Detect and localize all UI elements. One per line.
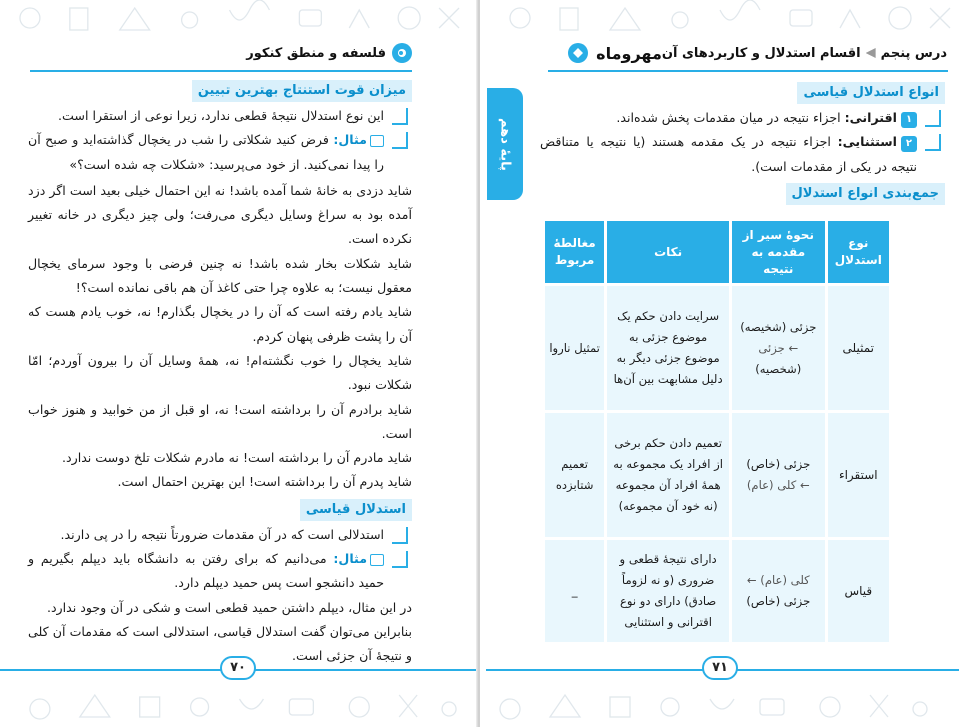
left-header-title: فلسفه و منطق کنکور	[246, 45, 386, 61]
example-block	[28, 128, 412, 177]
path-bottom: (شخصیه)	[755, 361, 802, 376]
path-cell	[732, 286, 825, 410]
table-row	[545, 413, 889, 537]
left-header	[246, 40, 412, 66]
example-label: مثال:	[333, 551, 367, 567]
path-mid: ← کلی (عام)	[746, 478, 810, 492]
page-number: ۷۱	[702, 656, 738, 680]
right-content	[540, 80, 945, 207]
page-number: ۷۰	[220, 656, 256, 680]
paragraph: شاید شکلات بخار شده باشد! نه چنین فرضی با وجود سرمای یخچال معقول نیست؛ به علاوه چرا حتی کاغذ آن هم باقی نمانده است؟!	[28, 255, 412, 296]
bullet-text: استدلالی است که در آن مقدمات ضرورتاً نتیجه را در پی دارند.	[28, 523, 412, 547]
example-icon	[370, 135, 384, 147]
item-number: ۲	[901, 136, 917, 152]
section-heading: میزان قوت استنتاج بهترین تبیین	[192, 80, 412, 102]
table-header-cell: نکات	[607, 221, 729, 283]
type-cell: تمثیلی	[828, 286, 889, 410]
doodle-pattern-bottom	[480, 685, 959, 727]
item-text: اجزاء نتیجه در یک مقدمه هستند (یا نتیجه یا متناقض نتیجه در یکی از مقدمات است).	[540, 134, 917, 174]
syllogism-type-item	[540, 106, 945, 130]
path-top: جزئی (خاص)	[746, 457, 811, 471]
paragraph: شاید یخچال را خوب نگشته‌ام! نه، همهٔ وسایل آن را بیرون آوردم؛ امّا شکلات نبود.	[28, 352, 412, 393]
left-content	[28, 78, 412, 669]
paragraph: بنابراین می‌توان گفت استدلال قیاسی، استدلالی است که مقدمات آن کلی و نتیجهٔ آن جزئی است.	[28, 623, 412, 664]
type-cell: قیاس	[828, 540, 889, 642]
bullet-text: این نوع استدلال نتیجهٔ قطعی ندارد، زیرا نوعی از استقرا است.	[28, 104, 412, 128]
path-mid: ← جزئی	[758, 340, 799, 355]
section-heading: جمع‌بندی انواع استدلال	[786, 183, 945, 205]
header-separator-icon	[866, 48, 876, 58]
table-header-cell: نحوهٔ سیر از مقدمه به نتیجه	[732, 221, 825, 283]
fallacy-cell: تعمیم شتابزده	[545, 413, 604, 537]
paragraph: شاید یادم رفته است که آن را در یخچال بگذارم! نه، خوب یادم هست که آن را پشت ظرفی پنهان کردم.	[28, 304, 412, 344]
example-block	[28, 547, 412, 596]
section-heading: انواع استدلال قیاسی	[797, 82, 945, 104]
example-text: فرض کنید شکلاتی را شب در یخچال گذاشته‌اید و صبح آن را پیدا نمی‌کنید. از خود می‌پرسید: «شکلات چه شده است؟»	[28, 132, 384, 172]
table-header-cell: نوع استدلال	[828, 221, 889, 283]
brand-logo-icon	[392, 43, 412, 63]
paragraph: شاید پدرم آن را برداشته است! این بهترین احتمال است.	[117, 474, 412, 490]
path-cell	[732, 413, 825, 537]
table-header-row	[545, 221, 889, 283]
table-header-cell: مغالطهٔ مربوط	[545, 221, 604, 283]
left-page	[0, 0, 479, 727]
paragraph: در این مثال، دیپلم داشتن حمید قطعی است و شکی در آن وجود ندارد.	[46, 599, 412, 615]
doodle-pattern-top	[480, 0, 959, 42]
brand-logo-icon	[568, 43, 588, 63]
summary-table	[542, 218, 892, 645]
left-header-rule	[30, 70, 412, 72]
header-lesson: درس پنجم	[880, 45, 947, 61]
paragraph: شاید برادرم آن را برداشته است! نه، او قبل از من خوابید و هنوز خواب است.	[28, 401, 412, 441]
path-mid: جزئی (خاص)	[746, 594, 811, 608]
header-title: اقسام استدلال و کاربردهای آن	[661, 45, 861, 61]
path-top: جزئی (شخیصه)	[740, 319, 817, 334]
fallacy-cell: _	[545, 540, 604, 642]
syllogism-type-item	[540, 130, 945, 179]
notes-cell: دارای نتیجهٔ قطعی و ضروری (و نه لزوماً صادق) دارای دو نوع اقترانی و استثنایی	[607, 540, 729, 642]
item-term: اقترانی:	[844, 110, 897, 125]
path-cell	[732, 540, 825, 642]
right-page	[480, 0, 959, 727]
table-row	[545, 286, 889, 410]
paragraph: شاید دزدی به خانهٔ شما آمده باشد! نه این احتمال خیلی بعید است اگر دزد آمده بود به سراغ وسایل دیگری می‌رفت؛ ولی چیز دیگری در خانه تغییر نکرده است.	[28, 182, 412, 247]
fallacy-cell: تمثیل ناروا	[545, 286, 604, 410]
right-header	[565, 40, 947, 66]
type-cell: استقراء	[828, 413, 889, 537]
doodle-pattern-bottom	[0, 685, 478, 727]
example-text: می‌دانیم که برای رفتن به دانشگاه باید دیپلم بگیریم و حمید دانشجو است پس حمید دیپلم دارد.	[28, 551, 384, 591]
example-icon	[370, 554, 384, 566]
grade-side-tab: پایهٔ دهم	[487, 88, 523, 200]
notes-cell: سرایت دادن حکم یک موضوع جزئی به موضوع جزئی دیگر به دلیل مشابهت بین آن‌ها	[607, 286, 729, 410]
table-row	[545, 540, 889, 642]
example-label: مثال:	[333, 132, 367, 148]
brand-name: مهروماه	[596, 43, 662, 63]
item-term: استثنایی:	[837, 134, 897, 150]
paragraph: شاید مادرم آن را برداشته است! نه مادرم شکلات تلخ دوست ندارد.	[62, 450, 412, 466]
section-heading: استدلال قیاسی	[300, 499, 412, 521]
right-header-rule	[548, 70, 948, 72]
doodle-pattern-top	[0, 0, 478, 42]
item-number: ۱	[901, 112, 917, 128]
item-text: اجزاء نتیجه در میان مقدمات پخش شده‌اند.	[616, 110, 841, 125]
path-top: کلی (عام) ←	[746, 573, 810, 587]
notes-cell: تعمیم دادن حکم برخی از افراد یک مجموعه به همهٔ افراد آن مجموعه (نه خود آن مجموعه)	[607, 413, 729, 537]
